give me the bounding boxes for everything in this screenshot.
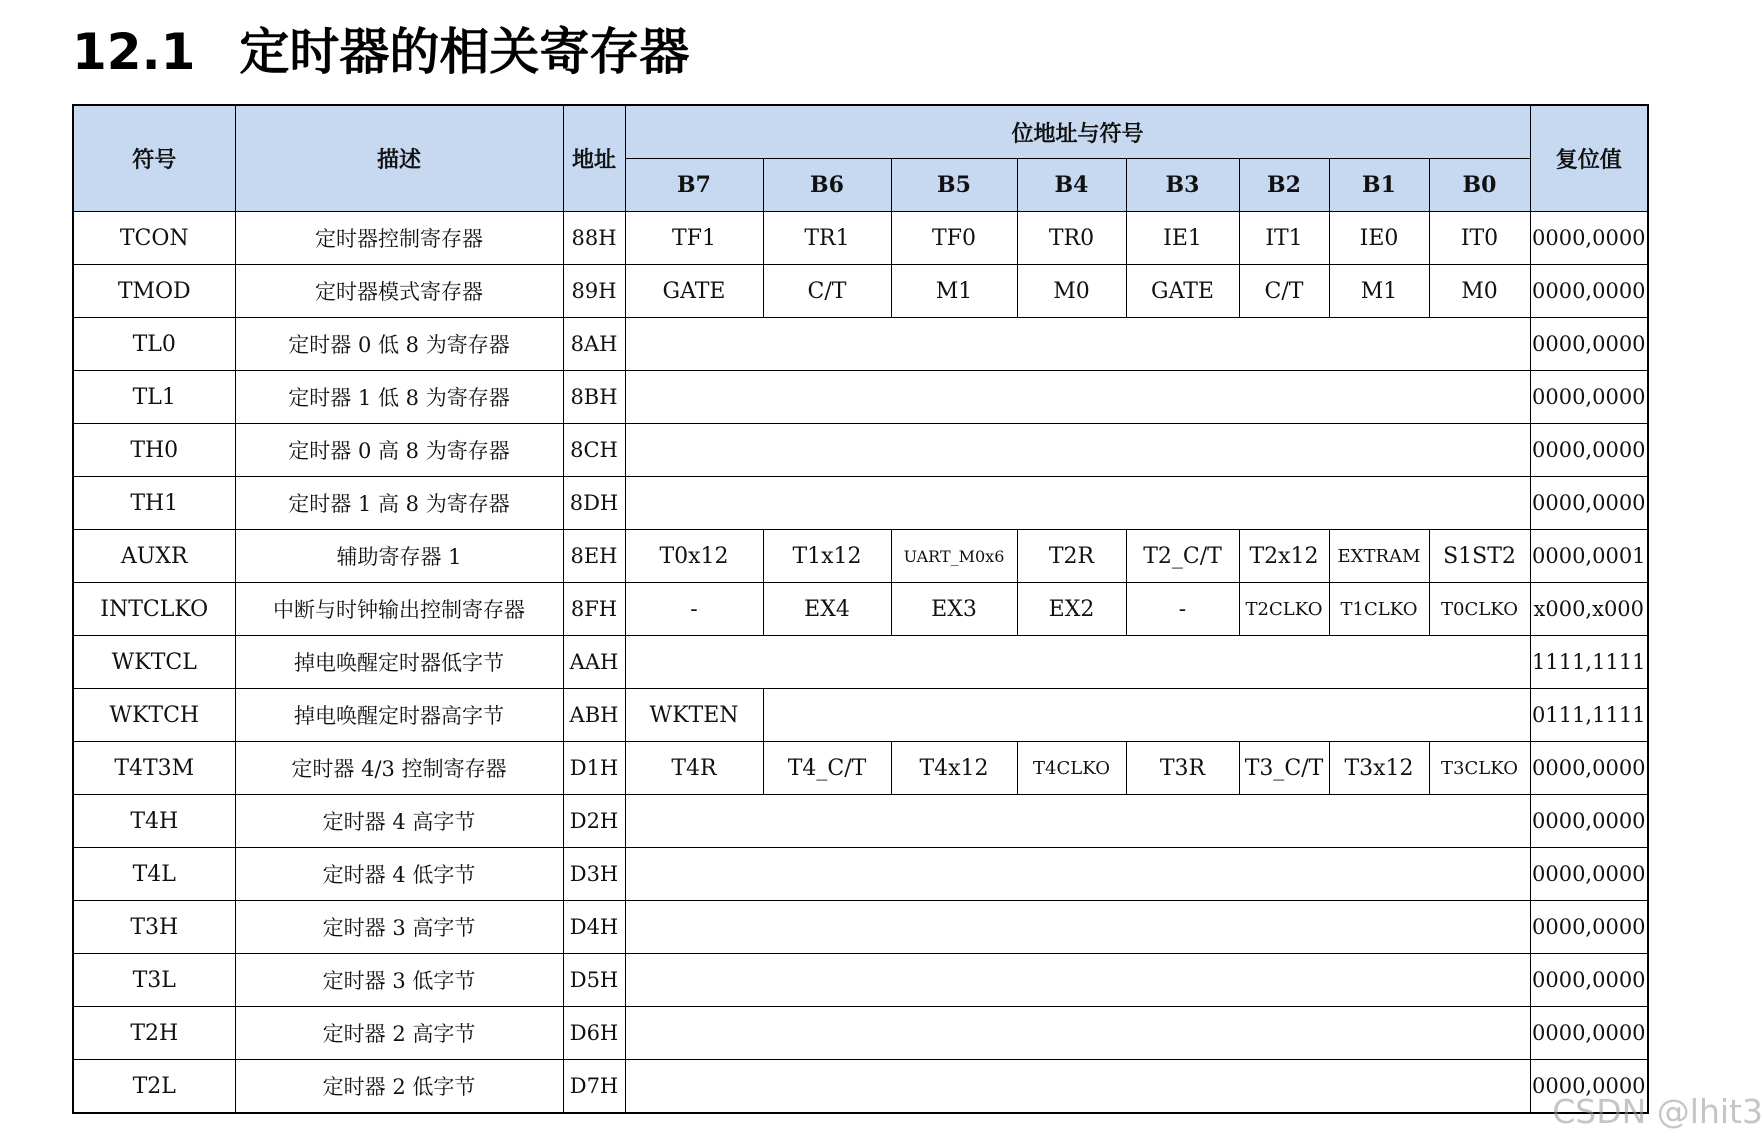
- register-reset-value: 0000,0000: [1530, 318, 1648, 371]
- table-row: [73, 318, 1648, 371]
- register-description: 定时器 0 低 8 为寄存器: [235, 318, 563, 371]
- table-row: [73, 636, 1648, 689]
- bit-cell: M0: [1017, 265, 1126, 318]
- register-reset-value: 0000,0000: [1530, 212, 1648, 265]
- bit-cell: T0CLKO: [1429, 583, 1530, 636]
- bit-cell: EX2: [1017, 583, 1126, 636]
- register-address: 8BH: [563, 371, 625, 424]
- register-symbol: TL1: [73, 371, 235, 424]
- header-bit-b1: B1: [1329, 159, 1429, 212]
- register-address: 8FH: [563, 583, 625, 636]
- bit-span-empty: [625, 1060, 1530, 1114]
- register-address: D5H: [563, 954, 625, 1007]
- register-symbol: T4H: [73, 795, 235, 848]
- register-address: D3H: [563, 848, 625, 901]
- header-bit-b4: B4: [1017, 159, 1126, 212]
- register-symbol: WKTCH: [73, 689, 235, 742]
- register-description: 定时器控制寄存器: [235, 212, 563, 265]
- register-symbol: TH0: [73, 424, 235, 477]
- bit-span-empty: [625, 848, 1530, 901]
- register-reset-value: 0000,0000: [1530, 901, 1648, 954]
- register-symbol: TCON: [73, 212, 235, 265]
- bit-span-empty: [625, 636, 1530, 689]
- bit-cell: GATE: [1126, 265, 1239, 318]
- bit-cell: T4CLKO: [1017, 742, 1126, 795]
- table-row: [73, 530, 1648, 583]
- register-description: 定时器 4 低字节: [235, 848, 563, 901]
- bit-cell: M1: [891, 265, 1017, 318]
- bit-cell: T4x12: [891, 742, 1017, 795]
- register-reset-value: 0000,0000: [1530, 477, 1648, 530]
- register-reset-value: 1111,1111: [1530, 636, 1648, 689]
- bit-cell: -: [1126, 583, 1239, 636]
- register-symbol: TH1: [73, 477, 235, 530]
- register-symbol: T2L: [73, 1060, 235, 1114]
- table-row: [73, 901, 1648, 954]
- register-description: 中断与时钟输出控制寄存器: [235, 583, 563, 636]
- section-number: 12.1: [72, 23, 196, 81]
- register-description: 定时器 1 低 8 为寄存器: [235, 371, 563, 424]
- register-address: D6H: [563, 1007, 625, 1060]
- register-symbol: TMOD: [73, 265, 235, 318]
- register-symbol: T4L: [73, 848, 235, 901]
- register-description: 定时器 4 高字节: [235, 795, 563, 848]
- bit-cell: T0x12: [625, 530, 763, 583]
- header-bit-group: 位地址与符号: [625, 105, 1530, 159]
- bit-cell: IT0: [1429, 212, 1530, 265]
- bit-cell: WKTEN: [625, 689, 763, 742]
- register-reset-value: 0000,0000: [1530, 795, 1648, 848]
- register-address: 8DH: [563, 477, 625, 530]
- register-address: 89H: [563, 265, 625, 318]
- bit-cell: C/T: [1239, 265, 1329, 318]
- register-description: 定时器模式寄存器: [235, 265, 563, 318]
- table-row: [73, 477, 1648, 530]
- bit-cell: C/T: [763, 265, 891, 318]
- register-address: D7H: [563, 1060, 625, 1114]
- register-address: 8EH: [563, 530, 625, 583]
- register-reset-value: 0000,0000: [1530, 424, 1648, 477]
- bit-span-empty: [625, 901, 1530, 954]
- register-address: D1H: [563, 742, 625, 795]
- table-row: [73, 424, 1648, 477]
- bit-cell: M1: [1329, 265, 1429, 318]
- table-row: [73, 742, 1648, 795]
- header-bit-b2: B2: [1239, 159, 1329, 212]
- register-description: 定时器 4/3 控制寄存器: [235, 742, 563, 795]
- bit-span-empty: [625, 477, 1530, 530]
- register-reset-value: 0000,0000: [1530, 1007, 1648, 1060]
- bit-cell: T3x12: [1329, 742, 1429, 795]
- bit-cell: M0: [1429, 265, 1530, 318]
- register-description: 定时器 2 低字节: [235, 1060, 563, 1114]
- bit-cell: UART_M0x6: [891, 530, 1017, 583]
- table-row: [73, 583, 1648, 636]
- bit-cell: IE1: [1126, 212, 1239, 265]
- bit-span-empty: [625, 318, 1530, 371]
- bit-span-empty: [625, 1007, 1530, 1060]
- bit-cell: S1ST2: [1429, 530, 1530, 583]
- register-symbol: T3H: [73, 901, 235, 954]
- register-reset-value: 0000,0000: [1530, 1060, 1648, 1114]
- register-description: 辅助寄存器 1: [235, 530, 563, 583]
- bit-span-empty: [625, 371, 1530, 424]
- table-row: [73, 954, 1648, 1007]
- bit-cell: EXTRAM: [1329, 530, 1429, 583]
- bit-cell: T2CLKO: [1239, 583, 1329, 636]
- register-address: D4H: [563, 901, 625, 954]
- table-row: [73, 848, 1648, 901]
- register-symbol: WKTCL: [73, 636, 235, 689]
- section-heading: [72, 14, 689, 90]
- header-bit-b5: B5: [891, 159, 1017, 212]
- table-row: [73, 1060, 1648, 1114]
- bit-cell: T3_C/T: [1239, 742, 1329, 795]
- register-symbol: T2H: [73, 1007, 235, 1060]
- register-description: 掉电唤醒定时器低字节: [235, 636, 563, 689]
- header-description: 描述: [235, 105, 563, 212]
- bit-span-empty: [625, 954, 1530, 1007]
- register-address: D2H: [563, 795, 625, 848]
- register-description: 定时器 0 高 8 为寄存器: [235, 424, 563, 477]
- register-description: 定时器 1 高 8 为寄存器: [235, 477, 563, 530]
- bit-cell: IT1: [1239, 212, 1329, 265]
- register-address: AAH: [563, 636, 625, 689]
- bit-cell: EX4: [763, 583, 891, 636]
- table-row: [73, 212, 1648, 265]
- register-description: 定时器 3 高字节: [235, 901, 563, 954]
- register-address: 88H: [563, 212, 625, 265]
- register-reset-value: 0000,0000: [1530, 265, 1648, 318]
- header-bit-b7: B7: [625, 159, 763, 212]
- bit-cell: TF0: [891, 212, 1017, 265]
- register-symbol: AUXR: [73, 530, 235, 583]
- bit-span-empty: [625, 424, 1530, 477]
- register-description: 掉电唤醒定时器高字节: [235, 689, 563, 742]
- register-reset-value: 0000,0001: [1530, 530, 1648, 583]
- register-description: 定时器 3 低字节: [235, 954, 563, 1007]
- register-reset-value: 0000,0000: [1530, 371, 1648, 424]
- register-reset-value: 0000,0000: [1530, 954, 1648, 1007]
- bit-cell: T2x12: [1239, 530, 1329, 583]
- header-address: 地址: [563, 105, 625, 212]
- bit-cell: -: [625, 583, 763, 636]
- bit-cell: EX3: [891, 583, 1017, 636]
- bit-cell: GATE: [625, 265, 763, 318]
- bit-cell: T4_C/T: [763, 742, 891, 795]
- header-reset: 复位值: [1530, 105, 1648, 212]
- register-address: ABH: [563, 689, 625, 742]
- register-address: 8CH: [563, 424, 625, 477]
- bit-cell: T2R: [1017, 530, 1126, 583]
- section-title: 定时器的相关寄存器: [239, 23, 690, 81]
- watermark: CSDN @lhit3: [1552, 1092, 1763, 1131]
- bit-span-empty: [625, 795, 1530, 848]
- register-address: 8AH: [563, 318, 625, 371]
- register-symbol: TL0: [73, 318, 235, 371]
- register-reset-value: 0000,0000: [1530, 848, 1648, 901]
- register-reset-value: 0000,0000: [1530, 742, 1648, 795]
- bit-cell: T1CLKO: [1329, 583, 1429, 636]
- register-reset-value: 0111,1111: [1530, 689, 1648, 742]
- header-bit-b6: B6: [763, 159, 891, 212]
- header-bit-b3: B3: [1126, 159, 1239, 212]
- table-row: [73, 265, 1648, 318]
- bit-cell: IE0: [1329, 212, 1429, 265]
- header-symbol: 符号: [73, 105, 235, 212]
- bit-cell: T2_C/T: [1126, 530, 1239, 583]
- register-description: 定时器 2 高字节: [235, 1007, 563, 1060]
- table-row: [73, 1007, 1648, 1060]
- register-reset-value: x000,x000: [1530, 583, 1648, 636]
- bit-cell: TR1: [763, 212, 891, 265]
- table-row: [73, 795, 1648, 848]
- register-table: [72, 104, 1649, 1114]
- bit-span-empty: [763, 689, 1530, 742]
- bit-cell: T3R: [1126, 742, 1239, 795]
- table-body: [73, 212, 1648, 1114]
- register-symbol: T3L: [73, 954, 235, 1007]
- bit-cell: T1x12: [763, 530, 891, 583]
- bit-cell: TR0: [1017, 212, 1126, 265]
- register-symbol: INTCLKO: [73, 583, 235, 636]
- table-row: [73, 689, 1648, 742]
- bit-cell: T3CLKO: [1429, 742, 1530, 795]
- header-bit-b0: B0: [1429, 159, 1530, 212]
- register-symbol: T4T3M: [73, 742, 235, 795]
- bit-cell: T4R: [625, 742, 763, 795]
- table-header: [73, 105, 1648, 212]
- table-row: [73, 371, 1648, 424]
- bit-cell: TF1: [625, 212, 763, 265]
